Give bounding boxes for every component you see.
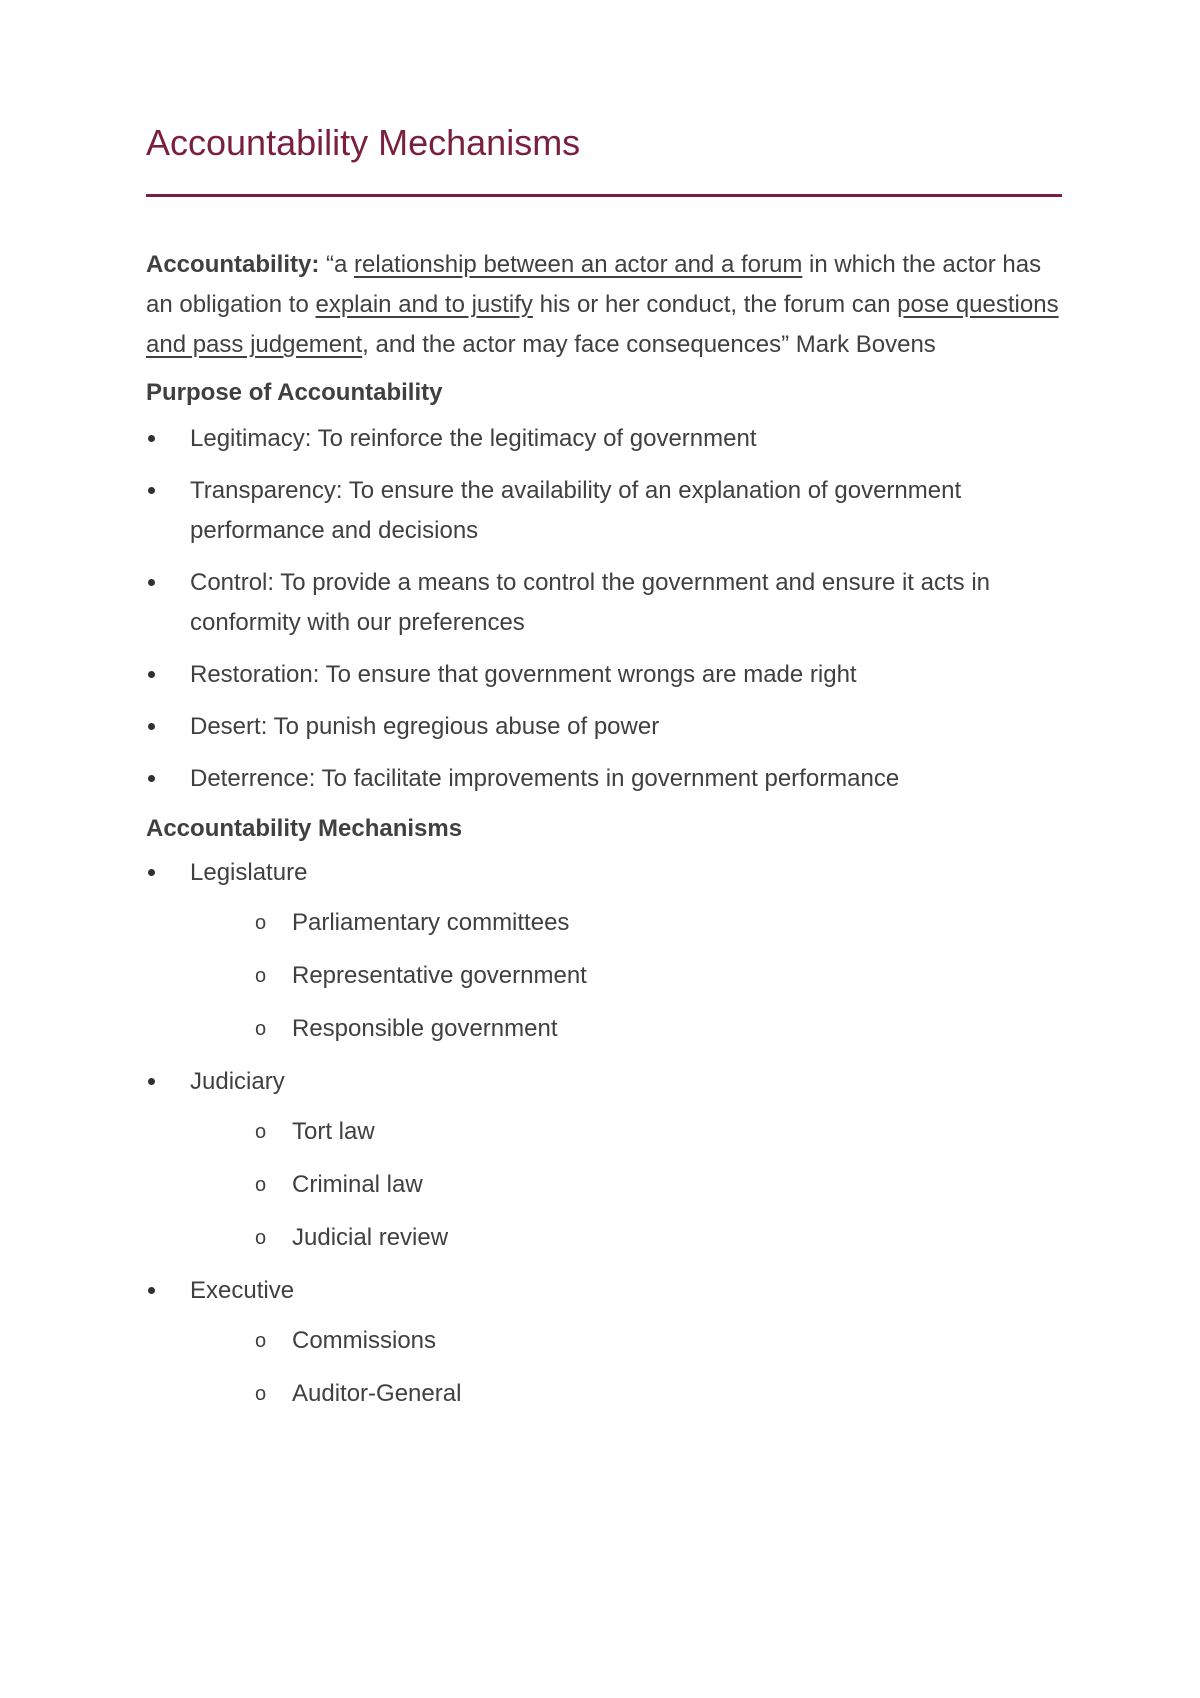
mechanism-group-label: Executive [190, 1277, 295, 1304]
definition-underline-1: relationship between an actor and a forum [354, 251, 803, 278]
circle-bullet-icon: o [255, 1227, 267, 1249]
purpose-item-text: Deterrence: To facilitate improvements in government performance [190, 765, 900, 792]
document-title: Accountability Mechanisms [146, 122, 581, 163]
mechanism-group-label: Legislature [190, 859, 308, 886]
sub-list [190, 903, 1062, 1049]
sub-item-text: Responsible government [292, 1015, 558, 1042]
sub-list-item [190, 1321, 1062, 1361]
circle-bullet-icon: o [255, 1018, 267, 1040]
purpose-item-text: Transparency: To ensure the availability of an explanation of government performance and decisions [190, 477, 962, 544]
list-item [146, 853, 1062, 1049]
sub-list [190, 1112, 1062, 1258]
sub-item-text: Criminal law [292, 1171, 423, 1198]
purpose-item-text: Desert: To punish egregious abuse of power [190, 713, 660, 740]
sub-list-item [190, 1374, 1062, 1414]
list-item [146, 707, 1062, 747]
bullet-icon [148, 487, 155, 494]
definition-term: Accountability: [146, 251, 320, 278]
purpose-item-text: Restoration: To ensure that government wrongs are made right [190, 661, 857, 688]
list-item [146, 1271, 1062, 1414]
circle-bullet-icon: o [255, 965, 267, 987]
sub-list-item [190, 903, 1062, 943]
purpose-item-text: Legitimacy: To reinforce the legitimacy of government [190, 425, 757, 452]
sub-item-text: Auditor-General [292, 1380, 462, 1407]
bullet-icon [148, 579, 155, 586]
mechanisms-list [146, 853, 1062, 1414]
list-item [146, 1062, 1062, 1258]
definition-quote-open: “a [319, 251, 355, 278]
circle-bullet-icon: o [255, 1383, 267, 1405]
sub-list-item [190, 1165, 1062, 1205]
definition-underline-2: explain and to justify [315, 291, 533, 318]
sub-list [190, 1321, 1062, 1414]
title-divider [146, 194, 1062, 197]
accountability-definition [146, 245, 1062, 365]
definition-text-2: in which the actor has an obligation to [146, 251, 1042, 318]
bullet-icon [148, 435, 155, 442]
bullet-icon [148, 671, 155, 678]
circle-bullet-icon: o [255, 1174, 267, 1196]
circle-bullet-icon: o [255, 912, 267, 934]
sub-item-text: Commissions [292, 1327, 437, 1354]
circle-bullet-icon: o [255, 1330, 267, 1352]
sub-list-item [190, 1218, 1062, 1258]
definition-text-3: his or her conduct, the forum can [532, 291, 898, 318]
list-item [146, 419, 1062, 459]
mechanisms-heading: Accountability Mechanisms [146, 815, 463, 842]
list-item [146, 759, 1062, 799]
document-page [146, 118, 1062, 1427]
list-item [146, 655, 1062, 695]
list-item [146, 471, 1062, 551]
definition-underline-3: pose questions and pass judgement [146, 291, 1059, 358]
sub-item-text: Judicial review [292, 1224, 449, 1251]
bullet-icon [148, 723, 155, 730]
purpose-list [146, 419, 1062, 799]
sub-list-item [190, 1009, 1062, 1049]
sub-item-text: Tort law [292, 1118, 375, 1145]
circle-bullet-icon: o [255, 1121, 267, 1143]
bullet-icon [148, 1078, 155, 1085]
sub-list-item [190, 956, 1062, 996]
bullet-icon [148, 1287, 155, 1294]
list-item [146, 563, 1062, 643]
definition-text-4: , and the actor may face consequences” Mark Bovens [362, 331, 936, 358]
purpose-heading: Purpose of Accountability [146, 379, 443, 406]
bullet-icon [148, 869, 155, 876]
sub-item-text: Parliamentary committees [292, 909, 570, 936]
purpose-item-text: Control: To provide a means to control the government and ensure it acts in conformity with our preferences [190, 569, 991, 636]
sub-list-item [190, 1112, 1062, 1152]
mechanism-group-label: Judiciary [190, 1068, 285, 1095]
sub-item-text: Representative government [292, 962, 587, 989]
bullet-icon [148, 775, 155, 782]
